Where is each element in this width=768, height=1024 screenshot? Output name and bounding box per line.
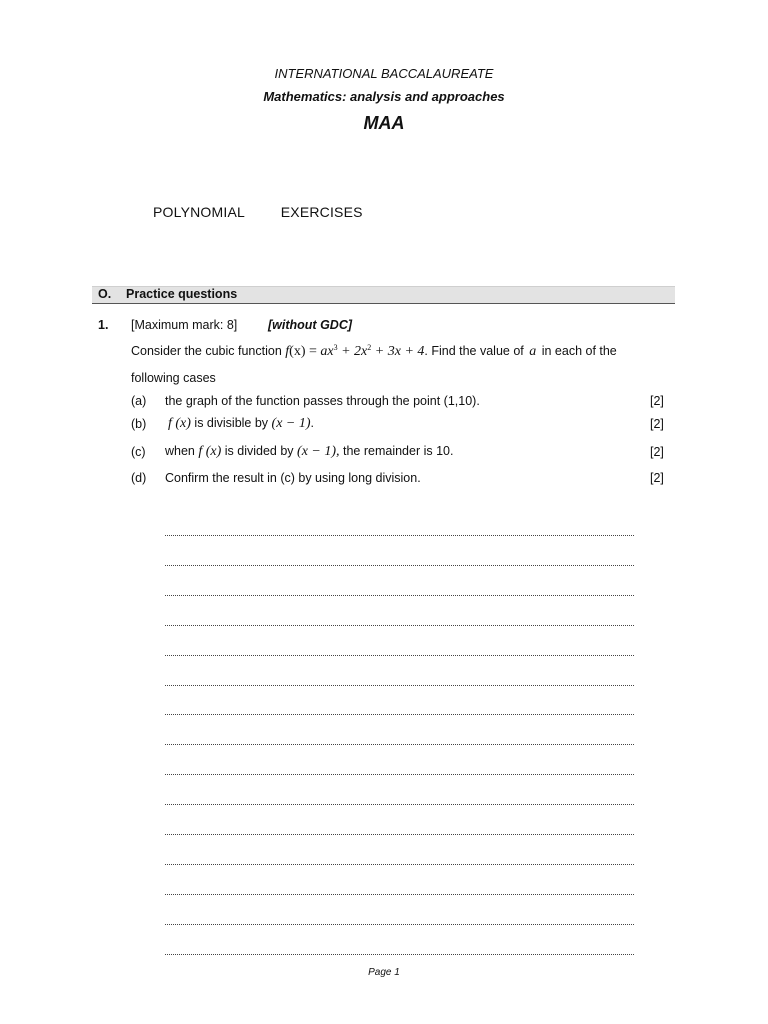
page-number: Page 1: [368, 967, 400, 978]
part-b-text-after: is divisible by: [190, 416, 272, 430]
answer-line: [165, 834, 634, 835]
function-argument: (x): [289, 344, 306, 359]
course-code: MAA: [363, 113, 405, 133]
question-gdc-note: [without GDC]: [268, 318, 353, 332]
part-b-function: f (x): [168, 416, 191, 431]
exponent-2: 2: [367, 343, 372, 352]
part-c-mark: [2]: [650, 445, 664, 459]
part-c-text: [165, 444, 453, 460]
answer-line: [165, 924, 634, 925]
question-number: 1.: [98, 318, 109, 332]
answer-line: [165, 685, 634, 686]
part-b-divisor: (x − 1): [271, 416, 311, 431]
part-a-label: (a): [131, 394, 147, 408]
part-c-label: (c): [131, 445, 146, 459]
answer-line: [165, 774, 634, 775]
exponent-3: 3: [333, 343, 338, 352]
part-b-end: .: [310, 416, 315, 430]
variable-a: a: [529, 344, 537, 359]
answer-line: [165, 565, 634, 566]
intro-text-middle: . Find the value of: [424, 344, 528, 358]
question-intro: [131, 343, 617, 360]
part-c-text-mid: is divided by: [221, 444, 298, 458]
subject-heading: Mathematics: analysis and approaches: [263, 89, 505, 104]
answer-line: [165, 625, 634, 626]
part-c-function: f (x): [198, 444, 222, 459]
answer-line: [165, 655, 634, 656]
term-linear-constant: + 3x + 4: [371, 344, 425, 359]
part-d-mark: [2]: [650, 471, 664, 485]
intro-text-after: in each of the: [538, 344, 617, 358]
answer-line: [165, 744, 634, 745]
part-c-divisor: (x − 1),: [297, 444, 340, 459]
answer-line: [165, 595, 634, 596]
answer-line: [165, 864, 634, 865]
part-a-mark: [2]: [650, 394, 664, 408]
answer-line: [165, 954, 634, 955]
part-c-text-before: when: [165, 444, 199, 458]
part-b-text: [165, 416, 314, 432]
function-name: f: [285, 344, 290, 359]
part-b-label: (b): [131, 417, 147, 431]
part-c-text-after: the remainder is 10.: [339, 444, 454, 458]
intro-text-before: Consider the cubic function: [131, 344, 286, 358]
term-quadratic: + 2x: [337, 344, 368, 359]
answer-line: [165, 535, 634, 536]
answer-line: [165, 894, 634, 895]
answer-line: [165, 804, 634, 805]
part-d-label: (d): [131, 471, 147, 485]
question-max-mark: [Maximum mark: 8]: [131, 318, 238, 332]
term-cubic: ax: [320, 344, 334, 359]
function-expression: [285, 344, 424, 359]
equals-sign: =: [305, 344, 321, 359]
topic-title: POLYNOMIAL EXERCISES: [153, 204, 363, 220]
organization-heading: INTERNATIONAL BACCALAUREATE: [274, 66, 494, 81]
section-header: [92, 286, 675, 304]
section-title: Practice questions: [126, 287, 238, 301]
part-d-text: Confirm the result in (c) by using long division.: [165, 471, 421, 485]
section-number: O.: [98, 287, 112, 301]
part-b-mark: [2]: [650, 417, 664, 431]
part-a-text: the graph of the function passes through the point (1,10).: [165, 394, 480, 408]
answer-line: [165, 714, 634, 715]
intro-line-2: following cases: [131, 371, 216, 385]
